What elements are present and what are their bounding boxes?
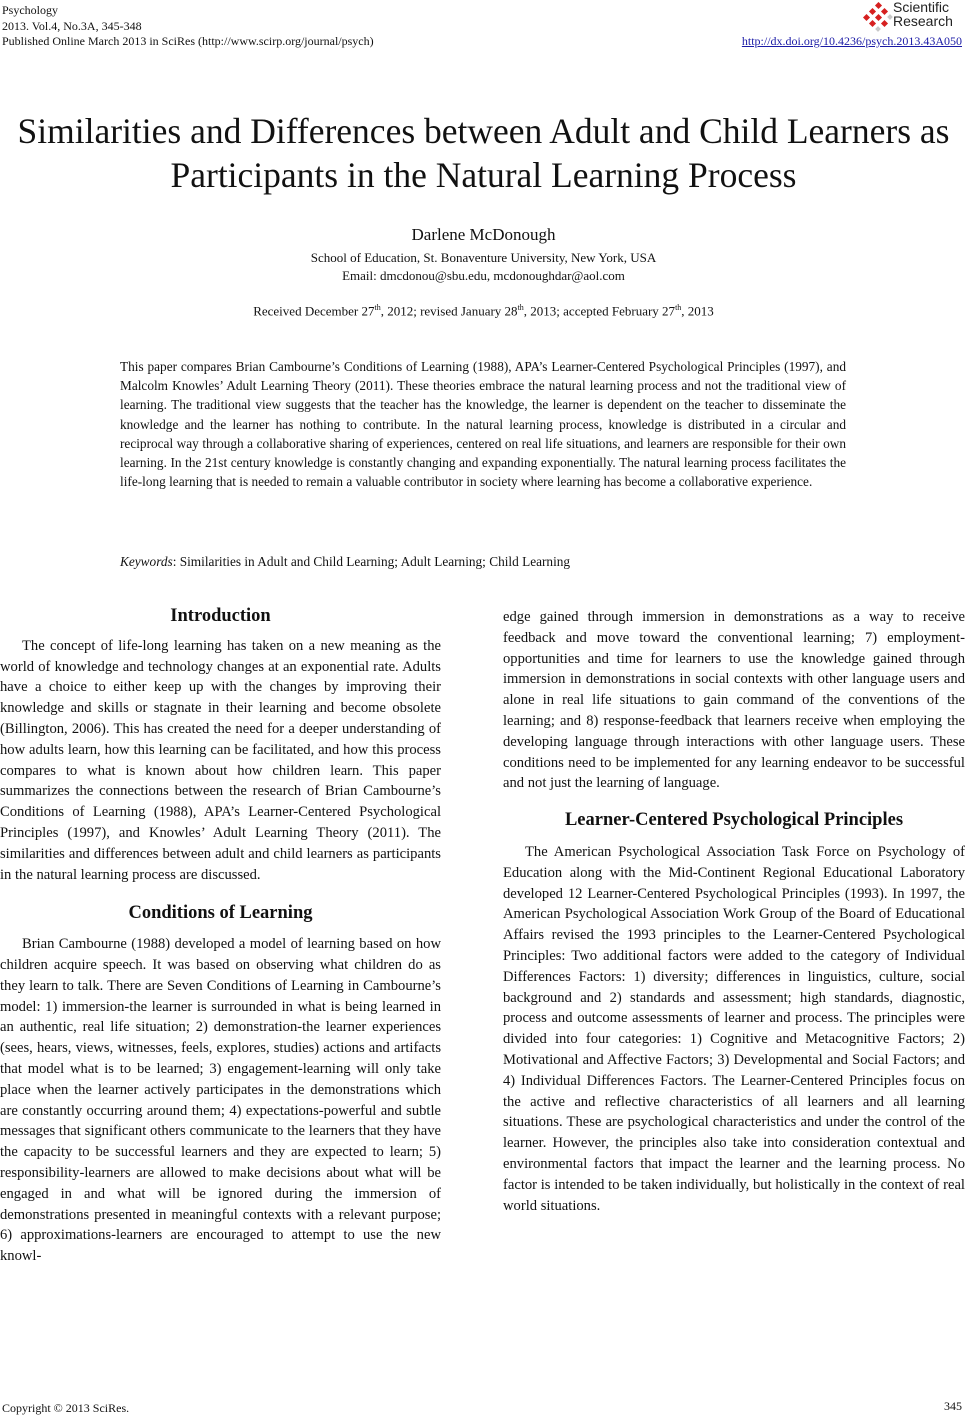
keywords-text: : Similarities in Adult and Child Learning; Adult Learning; Child Learning <box>172 554 571 569</box>
section-heading-learner-centered: Learner-Centered Psychological Principles <box>564 810 904 831</box>
received-dates: Received December 27th, 2012; revised January 28th, 2013; accepted February 27th, 2013 <box>253 303 714 319</box>
keywords-label: Keywords <box>120 554 173 569</box>
keywords <box>120 554 846 570</box>
journal-header <box>2 3 374 50</box>
left-column <box>0 606 441 1267</box>
scientific-research-logo <box>863 0 963 34</box>
affiliation-block <box>0 249 967 285</box>
section-heading-conditions: Conditions of Learning <box>128 903 313 924</box>
journal-volume: 2013. Vol.4, No.3A, 345-348 <box>2 18 142 33</box>
learner-centered-paragraph: The American Psychological Association Task Force on Psychology of Education along with the Mid-Continent Regional Educational Laboratory developed 12 Learner-Centered Psychological Principles (1993). In 1997, the American Psychological Association Work Group of the Board of Educational Affairs revised the 1993 principles to the Learner-Centered Psychological Principles: Two additional factors were added to the category of Individual Differences Factors: 1) diversity; differences in linguistics, culture, social background and 2) standards and assessment; high standards, diagnostic, process and outcome assessments of learner and process. The principles were divided into four categories: 1) Cognitive and Metacognitive Factors; 2) Motivational and Affective Factors; 3) Developmental and Social Factors; and 4) Individual Differences Factors. The Learner-Centered Principles focus on the active and reflective characteristics of all learners and all learning situations. These are psychological characteristics and under the control of the learner. However, the principles also take into consideration contextual and environmental factors that impact the learner and the learning process. No factor is intended to be taken individually, but holistically in the context of real world situations. <box>503 843 965 1214</box>
introduction-paragraph: The concept of life-long learning has taken on a new meaning as the world of knowledge and technology changes at an exponential rate. Adults have a choice to either keep up with the changes by improving their knowledge and skills or stagnate in their learning and become obsolete (Billington, 2006). This has created the need for a deeper understanding of how adults learn, how this learning can be facilitated, and how this process compares to what is known about how children learn. This paper summarizes the connections between the research of Brian Cambourne’s Conditions of Learning (1988), APA’s Learner-Centered Psychological Principles (1997), and Knowles’ Adult Learning Theory (2011). The similarities and differences between adult and child learners as participants in the natural learning process are discussed. <box>0 637 441 883</box>
section-heading-introduction: Introduction <box>170 606 271 626</box>
right-column <box>503 607 965 1216</box>
publication-info: Published Online March 2013 in SciRes (http://www.scirp.org/journal/psych) <box>2 34 374 48</box>
affiliation: School of Education, St. Bonaventure University, New York, USA <box>310 250 657 265</box>
paper-title: Similarities and Differences between Adult and Child Learners as Participants in the Natural Learning Process <box>17 111 950 195</box>
author-name: Darlene McDonough <box>411 225 556 244</box>
author-email: Email: dmcdonou@sbu.edu, mcdonoughdar@aol.com <box>342 268 625 283</box>
doi-link[interactable]: http://dx.doi.org/10.4236/psych.2013.43A050 <box>741 34 962 48</box>
conditions-paragraph: Brian Cambourne (1988) developed a model of learning based on how children acquire speech. It was based on observing what children do as they learn to talk. There are Seven Conditions of Learning in Cambourne’s model: 1) immersion-the learner is surrounded in what is being learned in an authentic, real life situation; 2) demonstration-the learner experiences (sees, hears, views, witnesses, feels, explores, studies) actions and artifacts that model what is to be learned; 3) engagement-learning will only take place when the learner actively participates in the demonstrations which are constantly occurring around them; 4) expectations-powerful and subtle messages that significant others communicate to the learners that they have the capacity to be successful learners and they are expected to learn; 5) responsibility-learners are allowed to make decisions about what will be engaged in and what will be ignored during the immersion of demonstrations presented in meaningful contexts with a relevant purpose; 6) approximations-learners are encouraged to attempt to use the new knowl- <box>0 936 441 1265</box>
copyright: Copyright © 2013 SciRes. <box>2 1401 130 1415</box>
journal-name: Psychology <box>2 3 59 17</box>
conditions-continued-paragraph: edge gained through immersion in demonstrations as a way to receive feedback and move toward the conventional learning; 7) employment-opportunities and time for learners to use the knowledge gained through immersion in demonstrations in social contexts with other language users and alone in real life situations to gain command of the conventions of the learning; and 8) response-feedback that learners receive when employing the developing language through interactions with other language users. These conditions need to be implemented for any learning endeavor to be successful and not just the learning of language. <box>503 609 965 792</box>
abstract: This paper compares Brian Cambourne’s Conditions of Learning (1988), APA’s Learner-Centered Psychological Principles (1997), and Malcolm Knowles’ Adult Learning Theory (2011). These theories embrace the natural learning process and not the traditional view of learning. The traditional view suggests that the teacher has the knowledge, the learner is dependent on the teacher to disseminate the knowledge and the learner has nothing to contribute. In the natural learning process, knowledge is distributed in a circular and reciprocal way through a collaborative sharing of experiences, centered on real life situations, and learners are responsible for their own learning. In the 21st century knowledge is constantly changing and expanding exponentially. The natural learning process facilitates the life-long learning that is needed to remain a valuable contributor in society where learning has become a collaborative experience. <box>120 359 846 490</box>
logo-diamond-icon <box>863 2 893 32</box>
logo-line-1: Scientific <box>893 0 950 15</box>
page-number: 345 <box>944 1399 962 1413</box>
logo-line-2: Research <box>893 13 953 29</box>
